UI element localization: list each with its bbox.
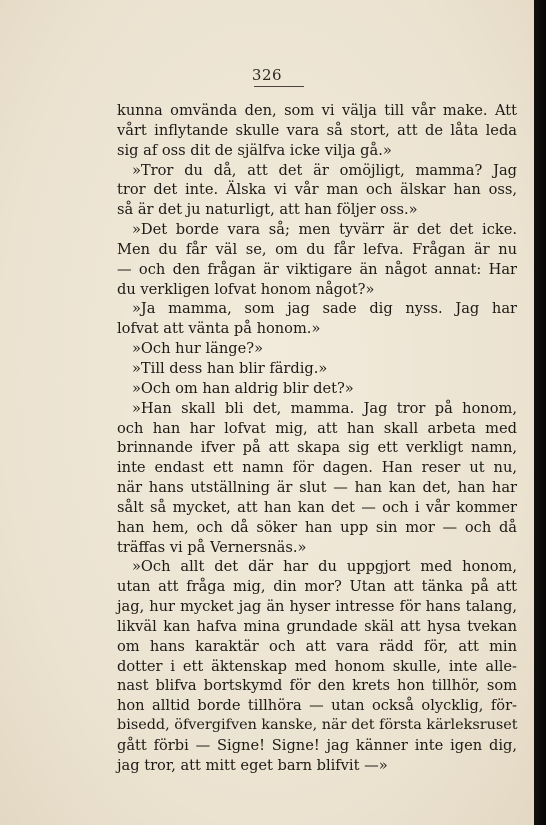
text-line: likväl kan hafva mina grundade skäl att hysa tvekan (117, 617, 517, 635)
page-number: 326 (251, 66, 283, 84)
page-number-rule (254, 86, 304, 87)
text-line: »Tror du då, att det är omöjligt, mamma? Jag (132, 161, 517, 179)
text-line: du verkligen lofvat honom något?» (117, 280, 375, 298)
text-line: han hem, och då söker han upp sin mor — och då (117, 518, 517, 536)
text-line: tror det inte. Älska vi vår man och älskar han oss, (117, 181, 517, 199)
text-line: lofvat att vänta på honom.» (117, 320, 321, 338)
text-line: vårt inflytande skulle vara så stort, att de låta leda (117, 121, 517, 139)
text-line: »Och hur länge?» (132, 340, 264, 358)
text-line: om hans karaktär och att vara rädd för, att min (117, 637, 517, 655)
text-line: utan att fråga mig, din mor? Utan att tänka på att (117, 578, 517, 596)
text-line: när hans utställning är slut — han kan det, han har (117, 479, 517, 497)
text-line: »Ja mamma, som jag sade dig nyss. Jag har (132, 300, 517, 318)
text-line: hon alltid borde tillhöra — utan också olycklig, för- (117, 697, 517, 715)
text-line: »Han skall bli det, mamma. Jag tror på honom, (132, 399, 517, 417)
text-line: jag tror, att mitt eget barn blifvit —» (117, 756, 388, 774)
text-line: sålt så mycket, att han kan det — och i vår kommer (117, 498, 517, 516)
text-line: inte endast ett namn för dagen. Han reser ut nu, (117, 459, 517, 477)
text-line: brinnande ifver på att skapa sig ett verkligt namn, (117, 439, 517, 457)
text-line: träffas vi på Vernersnäs.» (117, 538, 307, 556)
text-line: och han har lofvat mig, att han skall arbeta med (117, 419, 517, 437)
text-line: så är det ju naturligt, att han följer oss.» (117, 201, 418, 219)
text-line: bisedd, öfvergifven kanske, när det första kärleksruset (117, 717, 518, 734)
text-line: »Och om han aldrig blir det?» (132, 379, 354, 397)
book-spine (534, 0, 546, 825)
text-line: sig af oss dit de själfva icke vilja gå.» (117, 141, 392, 159)
body-text (117, 101, 517, 776)
text-line: »Det borde vara så; men tyvärr är det det icke. (132, 221, 517, 239)
text-line: dotter i ett äktenskap med honom skulle, inte alle- (117, 657, 517, 675)
text-line: — och den frågan är viktigare än något annat: Har (117, 260, 517, 278)
text-line: »Till dess han blir färdig.» (132, 359, 328, 377)
text-line: »Och allt det där har du uppgjort med honom, (132, 558, 517, 576)
text-line: gått förbi — Signe! Signe! jag känner inte igen dig, (117, 737, 517, 754)
text-line: Men du får väl se, om du får lefva. Frågan är nu (117, 240, 517, 258)
text-line: kunna omvända den, som vi välja till vår make. Att (117, 102, 517, 119)
text-line: nast blifva bortskymd för den krets hon tillhör, som (117, 677, 517, 695)
text-line: jag, hur mycket jag än hyser intresse för hans talang, (117, 598, 517, 616)
